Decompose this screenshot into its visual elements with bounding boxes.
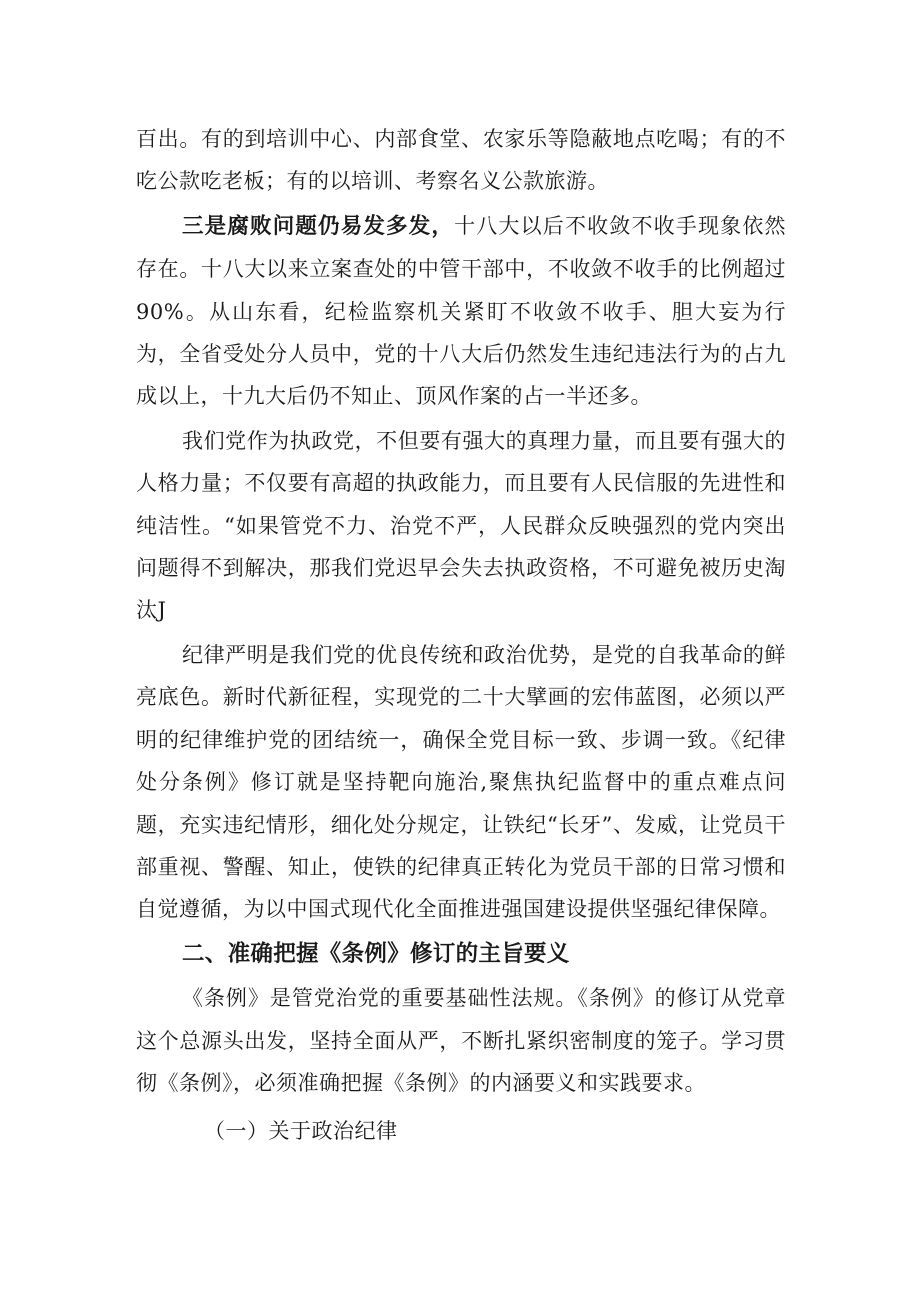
paragraph-continuation: 百出。有的到培训中心、内部食堂、农家乐等隐蔽地点吃喝；有的不吃公款吃老板；有的以培训、考察名义公款旅游。 [136, 127, 786, 194]
section-heading: 二、准确把握《条例》修订的主旨要义 [182, 940, 570, 967]
subsection-heading: （一）关于政治纪律 [204, 1119, 398, 1144]
document-body [136, 118, 786, 1153]
paragraph-regulations: 《条例》是管党治党的重要基础性法规。《条例》的修订从党章这个总源头出发，坚持全面从严，不断扎紧织密制度的笼子。学习贯彻《条例》，必须准确把握《条例》的内涵要义和实践要求。 [136, 986, 786, 1095]
paragraph-corruption [136, 205, 786, 418]
paragraph-ruling-party: 我们党作为执政党，不但要有强大的真理力量，而且要有强大的人格力量；不仅要有高超的执政能力，而且要有人民信服的先进性和纯洁性。“如果管党不力、治党不严，人民群众反映强烈的党内突出问题得不到解决，那我们党迟早会失去执政资格，不可避免被历史淘汰J [136, 428, 786, 623]
paragraph-lead-bold: 三是腐败问题仍易发多发， [182, 213, 455, 239]
paragraph-body: 十八大以后不收敛不收手现象依然存在。十八大以来立案查处的中管干部中，不收敛不收手的比例超过90%。从山东看，纪检监察机关紧盯不收敛不收手、胆大妄为行为，全省受处分人员中，党的十八大后仍然发生违纪违法行为的占九成以上，十九大后仍不知止、顶风作案的占一半还多。 [136, 213, 786, 409]
paragraph-discipline: 纪律严明是我们党的优良传统和政治优势，是党的自我革命的鲜亮底色。新时代新征程，实现党的二十大擘画的宏伟蓝图，必须以严明的纪律维护党的团结统一，确保全党目标一致、步调一致。《纪律处分条例》修订就是坚持靶向施治,聚焦执纪监督中的重点难点问题，充实违纪情形，细化处分规定，让铁纪“长牙”、发威，让党员干部重视、警醒、知止，使铁的纪律真正转化为党员干部的日常习惯和自觉遵循，为以中国式现代化全面推进强国建设提供坚强纪律保障。 [136, 642, 786, 922]
